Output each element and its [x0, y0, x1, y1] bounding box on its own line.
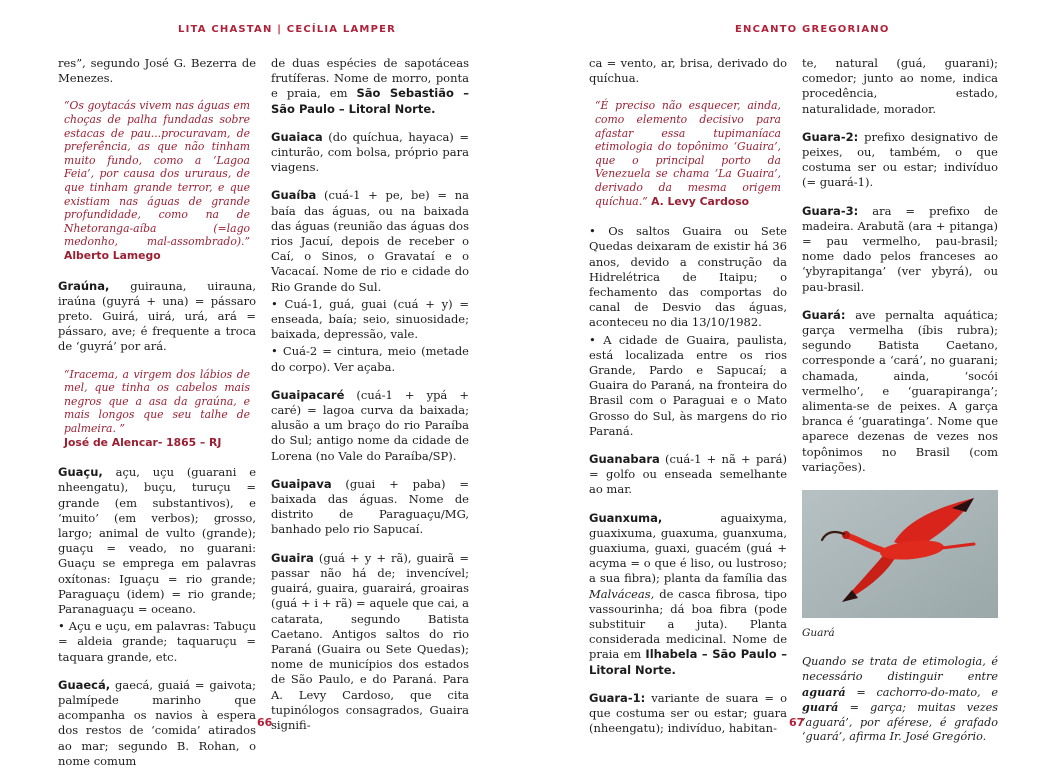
entry-guara-3: Guara-3: ara = prefixo de madeira. Arabutã (ara + pitanga) = pau vermelho, pau-brasil; nome dado pelos franceses ao ‘ybyrapitanga’ (ver ybyrá), ou pau-brasil.: [802, 203, 998, 294]
entry-guara: Guará: ave pernalta aquática; garça vermelha (íbis rubra); segundo Batista Caetano, corresponde a ‘cará’, no guarani; chamada, ainda, ‘socói vermelho’, e ‘guarapiranga’; alimenta-se de peixes. A garça branca é ‘guaratinga’. Nome que aparece dezenas de vezes nos topônimos no Brasil (com variações).: [802, 307, 998, 474]
headword: Guara-2:: [802, 129, 859, 144]
right-page: [529, 0, 1058, 756]
headword: Guaipacaré: [271, 387, 345, 402]
entry-guanabara: Guanabara (cuá-1 + nã + pará) = golfo ou enseada semelhante ao mar.: [589, 452, 787, 497]
left-page: [0, 0, 529, 768]
continuation-text: de duas espécies de sapotáceas frutíferas. Nome de morro, ponta e praia, em São Sebastião – São Paulo – Litoral Norte.: [271, 56, 469, 116]
running-header-left: LITA CHASTAN | CECÍLIA LAMPER: [178, 24, 397, 35]
bullet-item: • Cuá-2 = cintura, meio (metade do corpo). Ver açaba.: [271, 344, 469, 374]
page-number-right: 67: [789, 716, 805, 729]
continuation-text: te, natural (guá, guarani); comedor; junto ao nome, indica procedência, estado, naturalidade, morador.: [802, 56, 998, 116]
bullet-item: • Cuá-1, guá, guai (cuá + y) = enseada, baía; seio, sinuosidade; baixada, depressão, vale.: [271, 296, 469, 342]
running-header-right: ENCANTO GREGORIANO: [735, 24, 890, 35]
entry-guara-2: Guara-2: prefixo designativo de peixes, ou, também, o que costuma ser ou estar; indivíduo (= guará-1).: [802, 129, 998, 190]
quote-text: “Iracema, a virgem dos lábios de mel, que tinha os cabelos mais negros que a asa da graúna, e mais longos que seu talhe de palmeira. ”: [64, 367, 250, 435]
bullet-item: • Açu e uçu, em palavras: Tabuçu = aldeia grande; taquaruçu = taquara grande, etc.: [58, 619, 256, 664]
closing-note: Quando se trata de etimologia, é necessário distinguir entre aguará = cachorro-do-mato, e guará = garça; muitas vezes ‘aguará’, por aférese, é grafado ‘guará’, afirma Ir. José Gregório.: [802, 655, 998, 744]
quote-source: José de Alencar- 1865 – RJ: [64, 435, 222, 449]
entry-guacu: Guaçu, açu, uçu (guarani e nheengatu), buçu, turuçu = grande (em substantivos), e ‘muito’ (em verbos); grosso, largo; animal de vulto (grande); guaçu = veado, no guarani: Guaçu se emprega em palavras oxítonas: Iguaçu = rio grande; Paraguaçu (idem) = rio grande; Paranaguaçu = oceano.: [58, 465, 256, 616]
headword: Guara-3:: [802, 203, 859, 218]
photo-caption: Guará: [802, 627, 835, 640]
quote-source: A. Levy Cardoso: [651, 194, 750, 208]
entry-guaipacare: Guaipacaré (cuá-1 + ypá + caré) = lagoa curva da baixada; alusão a um braço do rio Paraíba do Sul; antigo nome da cidade de Lorena (no Vale do Paraíba/SP).: [271, 387, 469, 463]
headword: Graúna,: [58, 278, 110, 293]
right-column-2: [802, 56, 998, 758]
entry-guaipava: Guaipava (guai + paba) = baixada das águas. Nome de distrito de Paraguaçu/MG, banhado pelo rio Sapucaí.: [271, 476, 469, 537]
continuation-text: ca = vento, ar, brisa, derivado do quíchua.: [589, 56, 787, 86]
bullet-item: • Os saltos Guaira ou Sete Quedas deixaram de existir há 36 anos, devido a construção da Hidrelétrica de Itaipu; o fechamento das comportas do canal de Desvio das águas, aconteceu no dia 13/10/1982.: [589, 224, 787, 330]
entry-guanxuma: Guanxuma, aguaixyma, guaxixuma, guaxuma, guanxuma, guaxiuma, guaxi, guacém (guá + acyma = o que é liso, ou lustroso; a sua fibra); planta da família das Malváceas, de casca fibrosa, tipo vassourinha; dá boa fibra (pode substituir a juta). Planta considerada medicinal. Nome de praia em Ilhabela – São Paulo – Litoral Norte.: [589, 510, 787, 677]
emphasis-word: aguará: [802, 684, 846, 699]
entry-guaiaca: Guaiaca (do quíchua, hayaca) = cinturão, com bolsa, próprio para viagens.: [271, 129, 469, 175]
headword: Guará:: [802, 307, 846, 322]
bullet-item: • A cidade de Guaira, paulista, está localizada entre os rios Grande, Pardo e Sapucaí; a Guaira do Paraná, na fronteira do Brasil com o Paraguai e o Mato Grosso do Sul, às margens do rio Paraná.: [589, 332, 787, 438]
entry-grauna: Graúna, guirauna, uirauna, iraúna (guyrá + una) = pássaro preto. Guirá, uirá, urá, ará = pássaro, ave; é frequente a troca de ‘guyrá’ por ará.: [58, 278, 256, 354]
quote-iracema: [64, 368, 250, 450]
headword: Guara-1:: [589, 690, 646, 705]
entry-guara-1: Guara-1: variante de suara = o que costuma ser ou estar; guara (nheengatu); indivíduo, habitan-: [589, 690, 787, 736]
headword: Guaecá,: [58, 677, 111, 692]
place-name: Ilhabela – São Paulo – Litoral Norte.: [589, 647, 787, 677]
entry-guaira: Guaira (guá + y + rã), guairã = passar não há de; invencível; guairá, guaira, guarairá, groairas (guá + i + rã) = aquele que cai, a catarata, segundo Batista Caetano. Antigos saltos do rio Paraná (Guaira ou Sete Quedas); nome de municípios dos estados de São Paulo, e do Paraná. Para A. Levy Cardoso, que cita tupinólogos consagrados, Guaira signifi-: [271, 550, 469, 732]
family-name: Malváceas,: [589, 586, 655, 601]
headword: Guanabara: [589, 452, 660, 466]
headword: Guaíba: [271, 188, 317, 203]
quote-text: “Os goytacás vivem nas águas em choças de palha fundadas sobre estacas de pau...procuravam, de preferência, as que não tinham muito fundo, como a ‘Lagoa Feia’, por causa dos ururaus, de que tinham grande terror, e que existiam nas águas de grande profundidade, como na de Nhetoranga-aíba (=lago medonho, mal-assombrado).”: [64, 99, 250, 249]
scarlet-ibis-photo: [802, 490, 998, 618]
left-column-2: [271, 56, 469, 746]
continuation-text: res”, segundo José G. Bezerra de Menezes.: [58, 56, 256, 86]
headword: Guaipava: [271, 476, 332, 491]
quote-text: “É preciso não esquecer, ainda, como elemento decisivo para afastar essa tupimaníaca etimologia do topônimo ‘Guaira’, que o principal porto da Venezuela se chama ‘La Guaira’, derivado da mesma origem quíchua.”: [595, 99, 781, 208]
emphasis-word: guará: [802, 700, 839, 715]
headword: Guaiaca: [271, 129, 323, 144]
place-name: São Sebastião – São Paulo – Litoral Norte.: [271, 86, 469, 116]
headword: Guanxuma,: [589, 510, 663, 525]
headword: Guaçu,: [58, 465, 103, 480]
quote-levy-cardoso: [595, 99, 781, 208]
page-number-left: 66: [257, 716, 273, 729]
quote-source: Alberto Lamego: [64, 248, 161, 262]
entry-guaiba: Guaíba (cuá-1 + pe, be) = na baía das águas, ou na baixada das águas (reunião das águas dos rios Jacuí, depois de receber o Caí, o Sinos, o Gravataí e o Vacacaí. Nome de rio e cidade do Rio Grande do Sul.: [271, 188, 469, 294]
entry-guaeca: Guaecá, gaecá, guaiá = gaivota; palmípede marinho que acompanha os navios à espera dos restos de ‘comida’ atirados ao mar; segundo B. Rohan, o nome comum: [58, 677, 256, 768]
right-column-1: [589, 56, 787, 749]
quote-goytacas: [64, 99, 250, 262]
left-column-1: [58, 56, 256, 782]
headword: Guaira: [271, 550, 314, 565]
